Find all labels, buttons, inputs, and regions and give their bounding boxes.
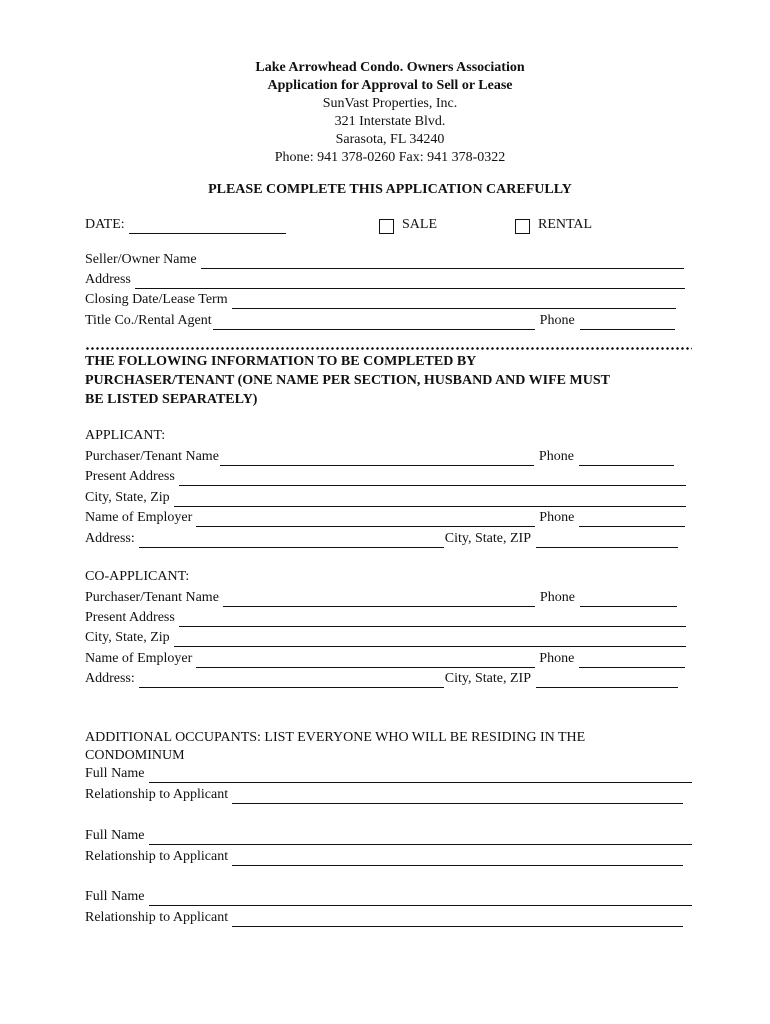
occupant-2-relationship-row bbox=[85, 848, 684, 866]
title-co-row bbox=[85, 312, 676, 330]
seller-owner-label: Seller/Owner Name bbox=[85, 252, 197, 267]
applicant-address-label: Address: bbox=[85, 531, 135, 546]
occupant-2-relationship-field[interactable] bbox=[232, 851, 683, 866]
coapplicant-city-label: City, State, Zip bbox=[85, 630, 170, 645]
sale-option[interactable] bbox=[379, 216, 437, 234]
association-name: Lake Arrowhead Condo. Owners Association bbox=[255, 60, 525, 75]
coapplicant-employer-phone-label: Phone bbox=[539, 651, 575, 666]
occupant-1-relationship-row bbox=[85, 786, 684, 804]
coapplicant-employer-phone-field[interactable] bbox=[579, 653, 685, 668]
occupants-heading-line2: CONDOMINUM bbox=[85, 748, 185, 763]
applicant-present-address-label: Present Address bbox=[85, 469, 175, 484]
applicant-phone-field[interactable] bbox=[579, 451, 674, 466]
applicant-employer-phone-label: Phone bbox=[539, 510, 575, 525]
coapplicant-employer-label: Name of Employer bbox=[85, 651, 193, 666]
coapplicant-employer-row bbox=[85, 650, 686, 668]
section-heading-line3: BE LISTED SEPARATELY) bbox=[85, 392, 258, 407]
coapplicant-present-address-row bbox=[85, 609, 687, 627]
applicant-employer-label: Name of Employer bbox=[85, 510, 193, 525]
occupant-2-name-field[interactable] bbox=[149, 830, 692, 845]
rental-checkbox[interactable] bbox=[515, 219, 530, 234]
occupant-2-name-label: Full Name bbox=[85, 828, 145, 843]
occupant-2-name-row bbox=[85, 827, 693, 845]
occupant-1-relationship-label: Relationship to Applicant bbox=[85, 787, 229, 802]
occupant-3-relationship-label: Relationship to Applicant bbox=[85, 910, 229, 925]
title-co-phone-field[interactable] bbox=[580, 315, 675, 330]
title-co-phone-label: Phone bbox=[539, 313, 575, 328]
occupant-1-name-field[interactable] bbox=[149, 768, 692, 783]
company-name: SunVast Properties, Inc. bbox=[322, 96, 458, 111]
coapplicant-title: CO-APPLICANT: bbox=[85, 569, 190, 584]
coapplicant-csz-label: City, State, ZIP bbox=[444, 671, 531, 686]
occupant-1-name-label: Full Name bbox=[85, 766, 145, 781]
occupants-heading-line1: ADDITIONAL OCCUPANTS: LIST EVERYONE WHO WILL BE RESIDING IN THE bbox=[85, 730, 586, 745]
date-label: DATE: bbox=[85, 217, 125, 232]
date-field[interactable] bbox=[129, 219, 286, 234]
date-row bbox=[85, 216, 287, 234]
sale-checkbox[interactable] bbox=[379, 219, 394, 234]
applicant-employer-phone-field[interactable] bbox=[579, 512, 685, 527]
seller-address-row bbox=[85, 271, 686, 289]
applicant-name-field[interactable] bbox=[220, 451, 534, 466]
coapplicant-address-label: Address: bbox=[85, 671, 135, 686]
company-contact: Phone: 941 378-0260 Fax: 941 378-0322 bbox=[274, 150, 506, 165]
occupant-3-name-row bbox=[85, 888, 693, 906]
coapplicant-address-row bbox=[85, 670, 679, 688]
coapplicant-name-label: Purchaser/Tenant Name bbox=[85, 590, 219, 605]
occupant-3-relationship-row bbox=[85, 909, 684, 927]
company-city: Sarasota, FL 34240 bbox=[335, 132, 445, 147]
coapplicant-city-row bbox=[85, 629, 687, 647]
coapplicant-present-address-label: Present Address bbox=[85, 610, 175, 625]
coapplicant-csz-field[interactable] bbox=[536, 673, 678, 688]
instruction: PLEASE COMPLETE THIS APPLICATION CAREFULLY bbox=[208, 182, 572, 197]
occupant-1-name-row bbox=[85, 765, 693, 783]
applicant-address-row bbox=[85, 530, 679, 548]
seller-owner-row bbox=[85, 251, 685, 269]
applicant-address-field[interactable] bbox=[139, 533, 444, 548]
occupant-3-name-field[interactable] bbox=[149, 891, 692, 906]
applicant-csz-label: City, State, ZIP bbox=[444, 531, 531, 546]
applicant-name-row bbox=[85, 448, 675, 466]
applicant-phone-label: Phone bbox=[538, 449, 574, 464]
applicant-title: APPLICANT: bbox=[85, 428, 166, 443]
coapplicant-employer-field[interactable] bbox=[196, 653, 535, 668]
seller-owner-field[interactable] bbox=[201, 254, 684, 269]
applicant-city-row bbox=[85, 489, 687, 507]
applicant-city-label: City, State, Zip bbox=[85, 490, 170, 505]
coapplicant-phone-label: Phone bbox=[539, 590, 575, 605]
coapplicant-name-row bbox=[85, 589, 678, 607]
closing-date-row bbox=[85, 291, 677, 309]
title-co-label: Title Co./Rental Agent bbox=[85, 313, 212, 328]
coapplicant-name-field[interactable] bbox=[223, 592, 535, 607]
title-co-field[interactable] bbox=[213, 315, 535, 330]
rental-label: RENTAL bbox=[538, 217, 593, 232]
coapplicant-address-field[interactable] bbox=[139, 673, 444, 688]
applicant-present-address-row bbox=[85, 468, 687, 486]
section-divider bbox=[85, 347, 692, 350]
occupant-1-relationship-field[interactable] bbox=[232, 789, 683, 804]
section-heading-line2: PURCHASER/TENANT (ONE NAME PER SECTION, HUSBAND AND WIFE MUST bbox=[85, 373, 610, 388]
closing-date-label: Closing Date/Lease Term bbox=[85, 292, 228, 307]
company-street: 321 Interstate Blvd. bbox=[334, 114, 446, 129]
rental-option[interactable] bbox=[515, 216, 592, 234]
coapplicant-city-field[interactable] bbox=[174, 632, 686, 647]
applicant-csz-field[interactable] bbox=[536, 533, 678, 548]
closing-date-field[interactable] bbox=[232, 294, 676, 309]
applicant-city-field[interactable] bbox=[174, 492, 686, 507]
coapplicant-phone-field[interactable] bbox=[580, 592, 677, 607]
seller-address-field[interactable] bbox=[135, 274, 685, 289]
applicant-employer-row bbox=[85, 509, 686, 527]
sale-label: SALE bbox=[402, 217, 437, 232]
occupant-3-relationship-field[interactable] bbox=[232, 912, 683, 927]
applicant-present-address-field[interactable] bbox=[179, 471, 686, 486]
coapplicant-present-address-field[interactable] bbox=[179, 612, 686, 627]
form-title: Application for Approval to Sell or Lease bbox=[267, 78, 513, 93]
applicant-name-label: Purchaser/Tenant Name bbox=[85, 449, 219, 464]
seller-address-label: Address bbox=[85, 272, 131, 287]
occupant-3-name-label: Full Name bbox=[85, 889, 145, 904]
section-heading-line1: THE FOLLOWING INFORMATION TO BE COMPLETED BY bbox=[85, 354, 477, 369]
applicant-employer-field[interactable] bbox=[196, 512, 535, 527]
occupant-2-relationship-label: Relationship to Applicant bbox=[85, 849, 229, 864]
